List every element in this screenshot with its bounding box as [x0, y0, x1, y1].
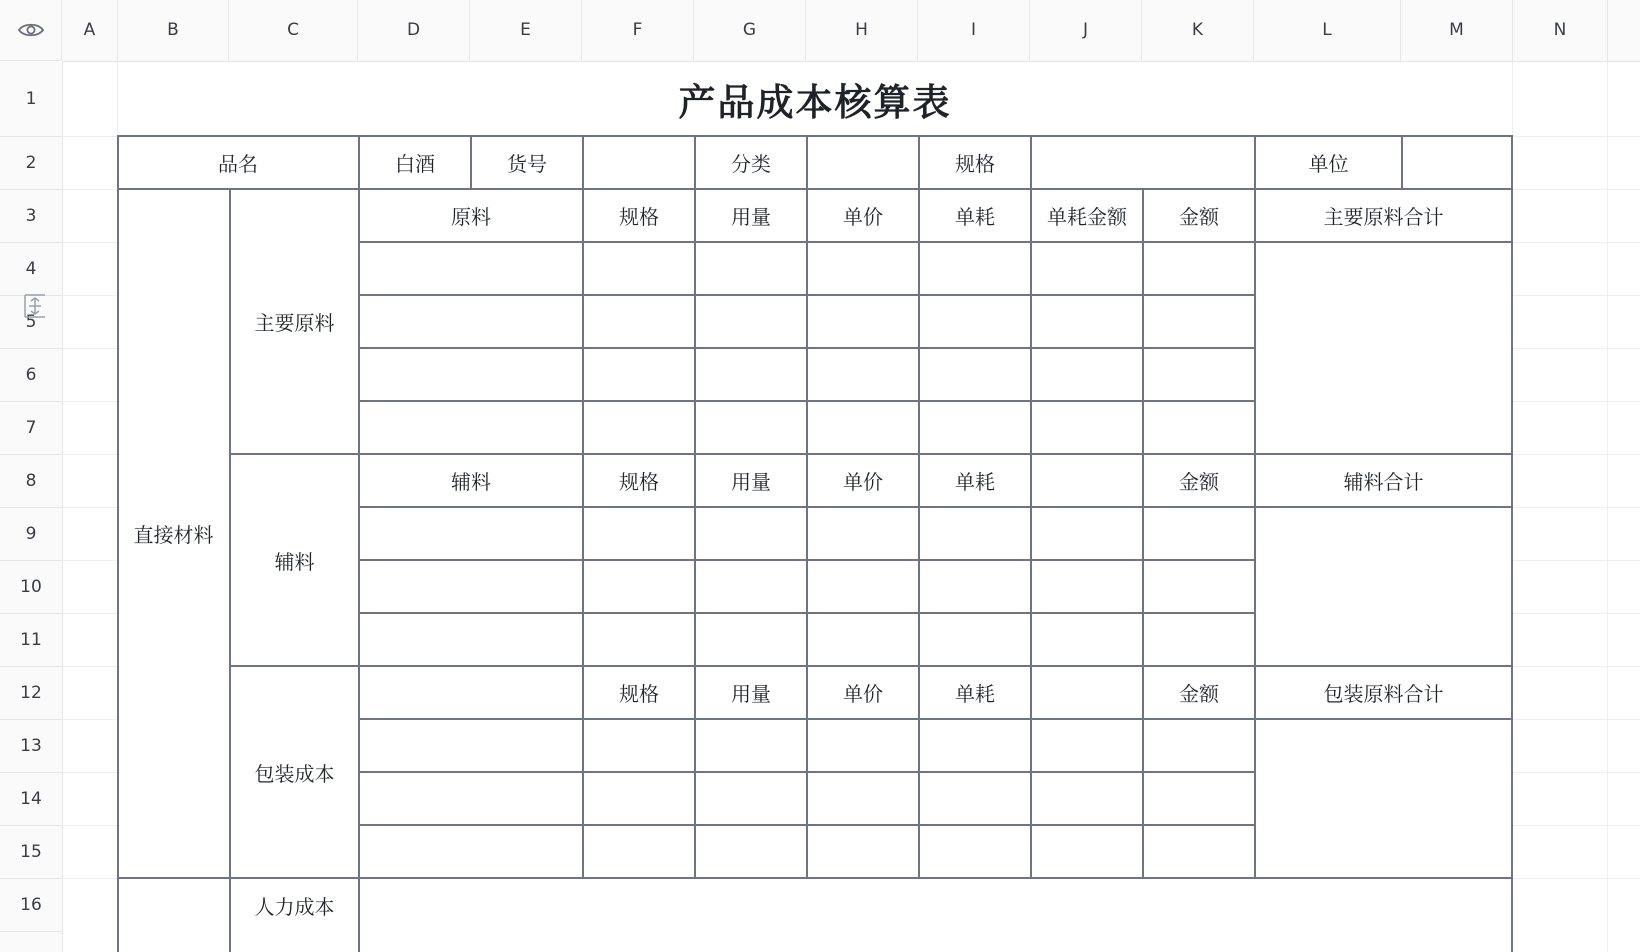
column-header-b[interactable]: [118, 0, 229, 61]
header-text: 主要原料合计: [1323, 205, 1444, 229]
header-text: 包装原料合计: [1323, 682, 1444, 706]
select-all-corner[interactable]: [0, 0, 62, 61]
packaging-cost-label: 包装成本: [254, 761, 335, 786]
row-label: 14: [20, 789, 42, 809]
spec-value-cell[interactable]: [1032, 137, 1254, 188]
main-header-consumption-amount[interactable]: [1032, 190, 1142, 241]
column-label: L: [1322, 20, 1332, 40]
row-header-2[interactable]: [0, 137, 62, 190]
row-header-14[interactable]: [0, 773, 62, 826]
header-text: 金额: [1179, 682, 1219, 706]
row-label: 7: [25, 418, 37, 438]
row-label: 1: [25, 89, 37, 109]
row-header-6[interactable]: [0, 349, 62, 402]
sheet-title-text: 产品成本核算表: [678, 80, 952, 124]
column-header-e[interactable]: [470, 0, 582, 61]
row-label: 11: [20, 630, 42, 650]
row-label: 9: [25, 524, 37, 544]
column-header-f[interactable]: [582, 0, 694, 61]
main-header-amount[interactable]: [1144, 190, 1254, 241]
row-header-8[interactable]: [0, 455, 62, 508]
row-label: 2: [25, 153, 37, 173]
row-header-11[interactable]: [0, 614, 62, 667]
column-label: D: [406, 20, 421, 40]
aux-header-qty[interactable]: [696, 455, 806, 506]
aux-header-price[interactable]: [808, 455, 918, 506]
aux-total-header[interactable]: [1256, 455, 1511, 506]
column-label: E: [520, 20, 531, 40]
pack-header-price[interactable]: [808, 667, 918, 718]
category-value-cell[interactable]: [808, 137, 918, 188]
column-header-bar: [0, 0, 1640, 62]
main-total-header[interactable]: [1256, 190, 1511, 241]
unit-label: 单位: [1308, 152, 1349, 176]
header-text: 金额: [1179, 205, 1219, 229]
column-label: K: [1191, 20, 1204, 40]
spec-label-cell[interactable]: [920, 137, 1030, 188]
main-header-spec[interactable]: [584, 190, 694, 241]
column-label: M: [1449, 20, 1464, 40]
row-header-16[interactable]: [0, 879, 62, 932]
row-label: 12: [20, 683, 42, 703]
row-header-13[interactable]: [0, 720, 62, 773]
header-text: 规格: [619, 682, 659, 706]
row-label: 13: [20, 736, 42, 756]
direct-material-label: 直接材料: [133, 523, 214, 547]
main-header-qty[interactable]: [696, 190, 806, 241]
header-text: 单耗: [955, 470, 995, 494]
column-header-g[interactable]: [694, 0, 806, 61]
spec-label: 规格: [955, 152, 995, 176]
column-header-h[interactable]: [806, 0, 918, 61]
main-header-material[interactable]: [360, 190, 582, 241]
direct-material-cell[interactable]: [118, 190, 229, 877]
header-text: 规格: [619, 205, 659, 229]
pack-total-header[interactable]: [1256, 667, 1511, 718]
row-label: 15: [20, 842, 42, 862]
header-text: 单耗: [955, 205, 995, 229]
packaging-cost-cell[interactable]: [231, 667, 358, 877]
aux-material-label: 辅料: [274, 549, 315, 574]
column-header-d[interactable]: [358, 0, 470, 61]
main-material-label: 主要原料: [254, 311, 335, 335]
column-header-n[interactable]: [1513, 0, 1608, 61]
sheet-grid[interactable]: [62, 61, 1640, 952]
aux-header-consumption[interactable]: [920, 455, 1030, 506]
sheet-title[interactable]: [118, 61, 1512, 136]
header-text: 单价: [843, 470, 883, 494]
name-label: 品名: [218, 152, 258, 176]
row-label: 4: [25, 259, 37, 279]
column-label: G: [742, 20, 757, 40]
aux-header-spec[interactable]: [584, 455, 694, 506]
row-label: 16: [20, 895, 42, 915]
column-label: F: [632, 20, 643, 40]
column-label: C: [287, 20, 299, 40]
category-label: 分类: [731, 152, 771, 176]
column-header-k[interactable]: [1142, 0, 1254, 61]
row-header-1[interactable]: [0, 61, 62, 137]
header-text: 辅料: [451, 470, 491, 494]
column-label: J: [1082, 20, 1088, 40]
unit-label-cell[interactable]: [1256, 137, 1401, 188]
column-label: B: [167, 20, 179, 40]
column-label: N: [1553, 20, 1567, 40]
header-text: 单价: [843, 682, 883, 706]
row-header-bar: [0, 61, 63, 952]
name-value-cell[interactable]: [360, 137, 470, 188]
column-label: I: [970, 20, 976, 40]
main-header-consumption[interactable]: [920, 190, 1030, 241]
aux-header-material[interactable]: [360, 455, 582, 506]
header-text: 用量: [731, 682, 771, 706]
category-label-cell[interactable]: [696, 137, 806, 188]
row-label: 3: [25, 206, 37, 226]
header-text: 用量: [731, 470, 771, 494]
header-text: 用量: [731, 205, 771, 229]
row-header-3[interactable]: [0, 190, 62, 243]
row-header-15[interactable]: [0, 826, 62, 879]
main-header-price[interactable]: [808, 190, 918, 241]
header-text: 单价: [843, 205, 883, 229]
item-no-value-cell[interactable]: [584, 137, 694, 188]
pack-header-consumption[interactable]: [920, 667, 1030, 718]
column-header-i[interactable]: [918, 0, 1030, 61]
column-header-a[interactable]: [62, 0, 118, 61]
pack-header-material[interactable]: [360, 667, 582, 718]
row-resize-icon[interactable]: [22, 292, 48, 320]
eye-icon[interactable]: [17, 21, 45, 39]
aux-header-amount[interactable]: [1144, 455, 1254, 506]
header-text: 金额: [1179, 470, 1219, 494]
column-label: A: [83, 20, 96, 40]
pack-header-spec[interactable]: [584, 667, 694, 718]
name-value: 白酒: [395, 152, 435, 176]
labor-cost-cell[interactable]: [231, 879, 358, 932]
column-header-j[interactable]: [1030, 0, 1142, 61]
unit-value-cell[interactable]: [1403, 137, 1511, 188]
item-no-label: 货号: [507, 152, 547, 176]
column-header-m[interactable]: [1401, 0, 1513, 61]
header-text: 规格: [619, 470, 659, 494]
row-header-9[interactable]: [0, 508, 62, 561]
header-text: 单耗金额: [1047, 205, 1127, 229]
name-label-cell[interactable]: [118, 137, 358, 188]
column-label: H: [855, 20, 868, 40]
labor-cost-label: 人力成本: [254, 895, 335, 919]
column-header-l[interactable]: [1254, 0, 1401, 61]
row-header-7[interactable]: [0, 402, 62, 455]
row-label: 6: [25, 365, 37, 385]
row-header-12[interactable]: [0, 667, 62, 720]
item-no-label-cell[interactable]: [472, 137, 582, 188]
pack-header-amount[interactable]: [1144, 667, 1254, 718]
row-label: 5: [25, 312, 37, 332]
header-text: 辅料合计: [1343, 470, 1424, 494]
row-label: 10: [20, 577, 42, 597]
row-header-4[interactable]: [0, 243, 62, 296]
pack-header-empty[interactable]: [1032, 667, 1142, 718]
row-label: 8: [25, 471, 37, 491]
aux-header-empty[interactable]: [1032, 455, 1142, 506]
column-header-c[interactable]: [229, 0, 358, 61]
header-text: 原料: [451, 205, 491, 229]
row-header-10[interactable]: [0, 561, 62, 614]
header-text: 单耗: [955, 682, 995, 706]
pack-header-qty[interactable]: [696, 667, 806, 718]
main-material-cell[interactable]: [231, 190, 358, 453]
aux-material-cell[interactable]: [231, 455, 358, 665]
